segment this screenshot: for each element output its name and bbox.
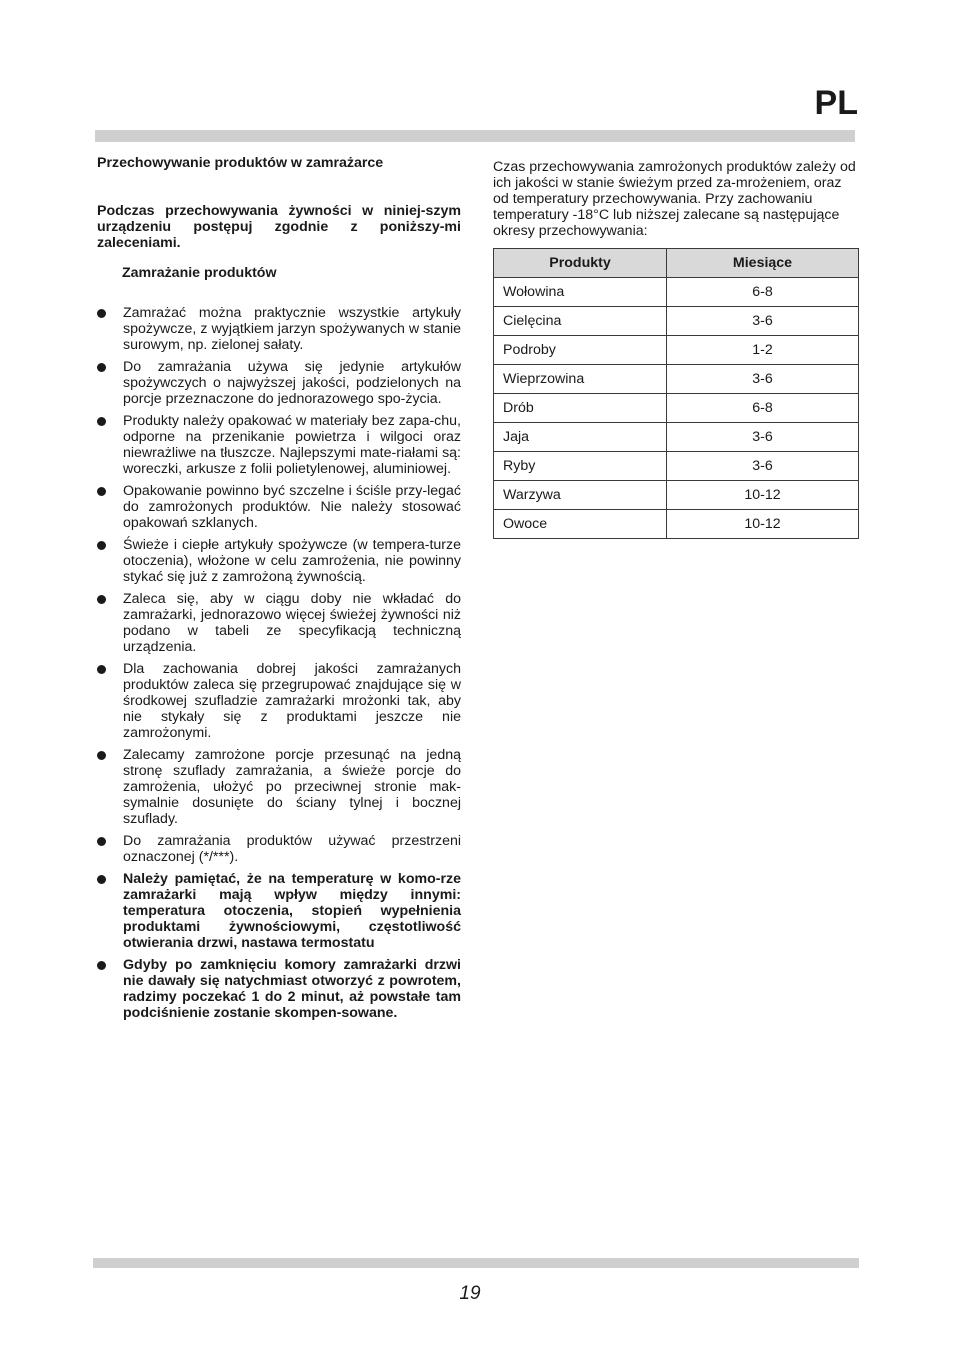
bullet-icon (97, 837, 106, 846)
list-item (97, 413, 461, 477)
list-item (97, 957, 461, 1021)
list-item-text: Opakowanie powinno być szczelne i ściśle przy-legać do zamrożonych produktów. Nie należy stosować opakowań szklanych. (123, 483, 461, 531)
months-cell: 6-8 (667, 394, 859, 423)
bullet-icon (97, 541, 106, 550)
list-item (97, 833, 461, 865)
product-cell: Owoce (494, 510, 667, 539)
page-number: 19 (459, 1283, 481, 1304)
months-cell: 10-12 (667, 481, 859, 510)
table-header-row (494, 249, 859, 278)
section-title: Przechowywanie produktów w zamrażarce (97, 155, 384, 171)
product-cell: Jaja (494, 423, 667, 452)
storage-time-paragraph: Czas przechowywania zamrożonych produktów zależy od ich jakości w stanie świeżym przed za-mrożeniem, oraz od temperatury przechowywania. Przy zachowaniu temperatury -18°C lub niższej zalecane są następujące okresy przechowywania: (493, 159, 856, 239)
table-row (494, 452, 859, 481)
intro-paragraph: Podczas przechowywania żywności w niniej-szym urządzeniu postępuj zgodnie z poniższy-mi zaleceniami. (97, 203, 461, 251)
list-item-text: Zaleca się, aby w ciągu doby nie wkładać do zamrażarki, jednorazowo więcej świeżej żywności niż podano w tabeli ze specyfikacją techniczną urządzenia. (123, 591, 461, 655)
bullet-icon (97, 487, 106, 496)
list-item (97, 483, 461, 531)
bullet-icon (97, 751, 106, 760)
bullet-icon (97, 595, 106, 604)
list-item (97, 305, 461, 353)
left-column (97, 155, 461, 1027)
product-cell: Podroby (494, 336, 667, 365)
list-item-text: Dla zachowania dobrej jakości zamrażanych produktów zaleca się przegrupować znajdujące się w środkowej szufladzie zamrażarki mrożonki tak, aby nie stykały się z produktami jeszcze nie zamrożonymi. (123, 661, 461, 741)
table-row (494, 307, 859, 336)
footer-divider-bar (93, 1258, 859, 1268)
months-cell: 3-6 (667, 423, 859, 452)
table-row (494, 481, 859, 510)
table-row (494, 423, 859, 452)
list-item (97, 359, 461, 407)
product-cell: Wieprzowina (494, 365, 667, 394)
months-cell: 3-6 (667, 365, 859, 394)
bullet-icon (97, 417, 106, 426)
months-cell: 3-6 (667, 452, 859, 481)
bullet-icon (97, 309, 106, 318)
bullet-icon (97, 961, 106, 970)
freezing-guidelines-list (97, 305, 461, 1021)
list-item (97, 591, 461, 655)
months-cell: 6-8 (667, 278, 859, 307)
right-column (493, 159, 858, 239)
list-item-text: Zamrażać można praktycznie wszystkie artykuły spożywcze, z wyjątkiem jarzyn spożywanych w stanie surowym, np. zielonej sałaty. (123, 305, 461, 353)
table-row (494, 394, 859, 423)
table-row (494, 365, 859, 394)
list-item-text: Świeże i ciepłe artykuły spożywcze (w tempera-turze otoczenia), włożone w celu zamrożenia, nie powinny stykać się już z zamrożoną żywnością. (123, 537, 461, 585)
list-item-text: Gdyby po zamknięciu komory zamrażarki drzwi nie dawały się natychmiast otworzyć z powrotem, radzimy poczekać 1 do 2 minut, aż powstałe tam podciśnienie zostanie skompen-sowane. (123, 957, 461, 1021)
product-cell: Cielęcina (494, 307, 667, 336)
product-cell: Ryby (494, 452, 667, 481)
column-header-months: Miesiące (667, 249, 859, 278)
table-row (494, 278, 859, 307)
product-cell: Wołowina (494, 278, 667, 307)
list-item-text: Zalecamy zamrożone porcje przesunąć na jedną stronę szuflady zamrażania, a świeże porcje do zamrożenia, ułożyć po przeciwnej stronie mak-symalnie dosunięte do ściany tylnej i bocznej szuflady. (123, 747, 461, 827)
table-row (494, 336, 859, 365)
bullet-icon (97, 875, 106, 884)
column-header-products: Produkty (494, 249, 667, 278)
language-code: PL (814, 84, 858, 122)
header-divider-bar (95, 130, 855, 142)
list-item (97, 871, 461, 951)
months-cell: 1-2 (667, 336, 859, 365)
list-item (97, 747, 461, 827)
months-cell: 3-6 (667, 307, 859, 336)
bullet-icon (97, 665, 106, 674)
list-item (97, 661, 461, 741)
list-item-text: Do zamrażania używa się jedynie artykułów spożywczych o najwyższej jakości, podzielonych na porcje przeznaczone do jednorazowego spo-życia. (123, 359, 461, 407)
list-item (97, 537, 461, 585)
product-cell: Drób (494, 394, 667, 423)
list-item-text: Do zamrażania produktów używać przestrzeni oznaczonej (*/***). (123, 833, 461, 865)
bullet-icon (97, 363, 106, 372)
list-item-text: Produkty należy opakować w materiały bez zapa-chu, odporne na przenikanie powietrza i wilgoci oraz niewrażliwe na tłuszcze. Najlepszymi mate-riałami są: woreczki, arkusze z folii polietylenowej, aluminiowej. (123, 413, 461, 477)
subheading-freezing: Zamrażanie produktów (122, 265, 277, 281)
product-cell: Warzywa (494, 481, 667, 510)
storage-periods-table (493, 248, 859, 539)
table-row (494, 510, 859, 539)
months-cell: 10-12 (667, 510, 859, 539)
list-item-text: Należy pamiętać, że na temperaturę w komo-rze zamrażarki mają wpływ między innymi: temperatura otoczenia, stopień wypełnienia produktami żywnościowymi, częstotliwość otwierania drzwi, nastawa termostatu (123, 871, 461, 951)
